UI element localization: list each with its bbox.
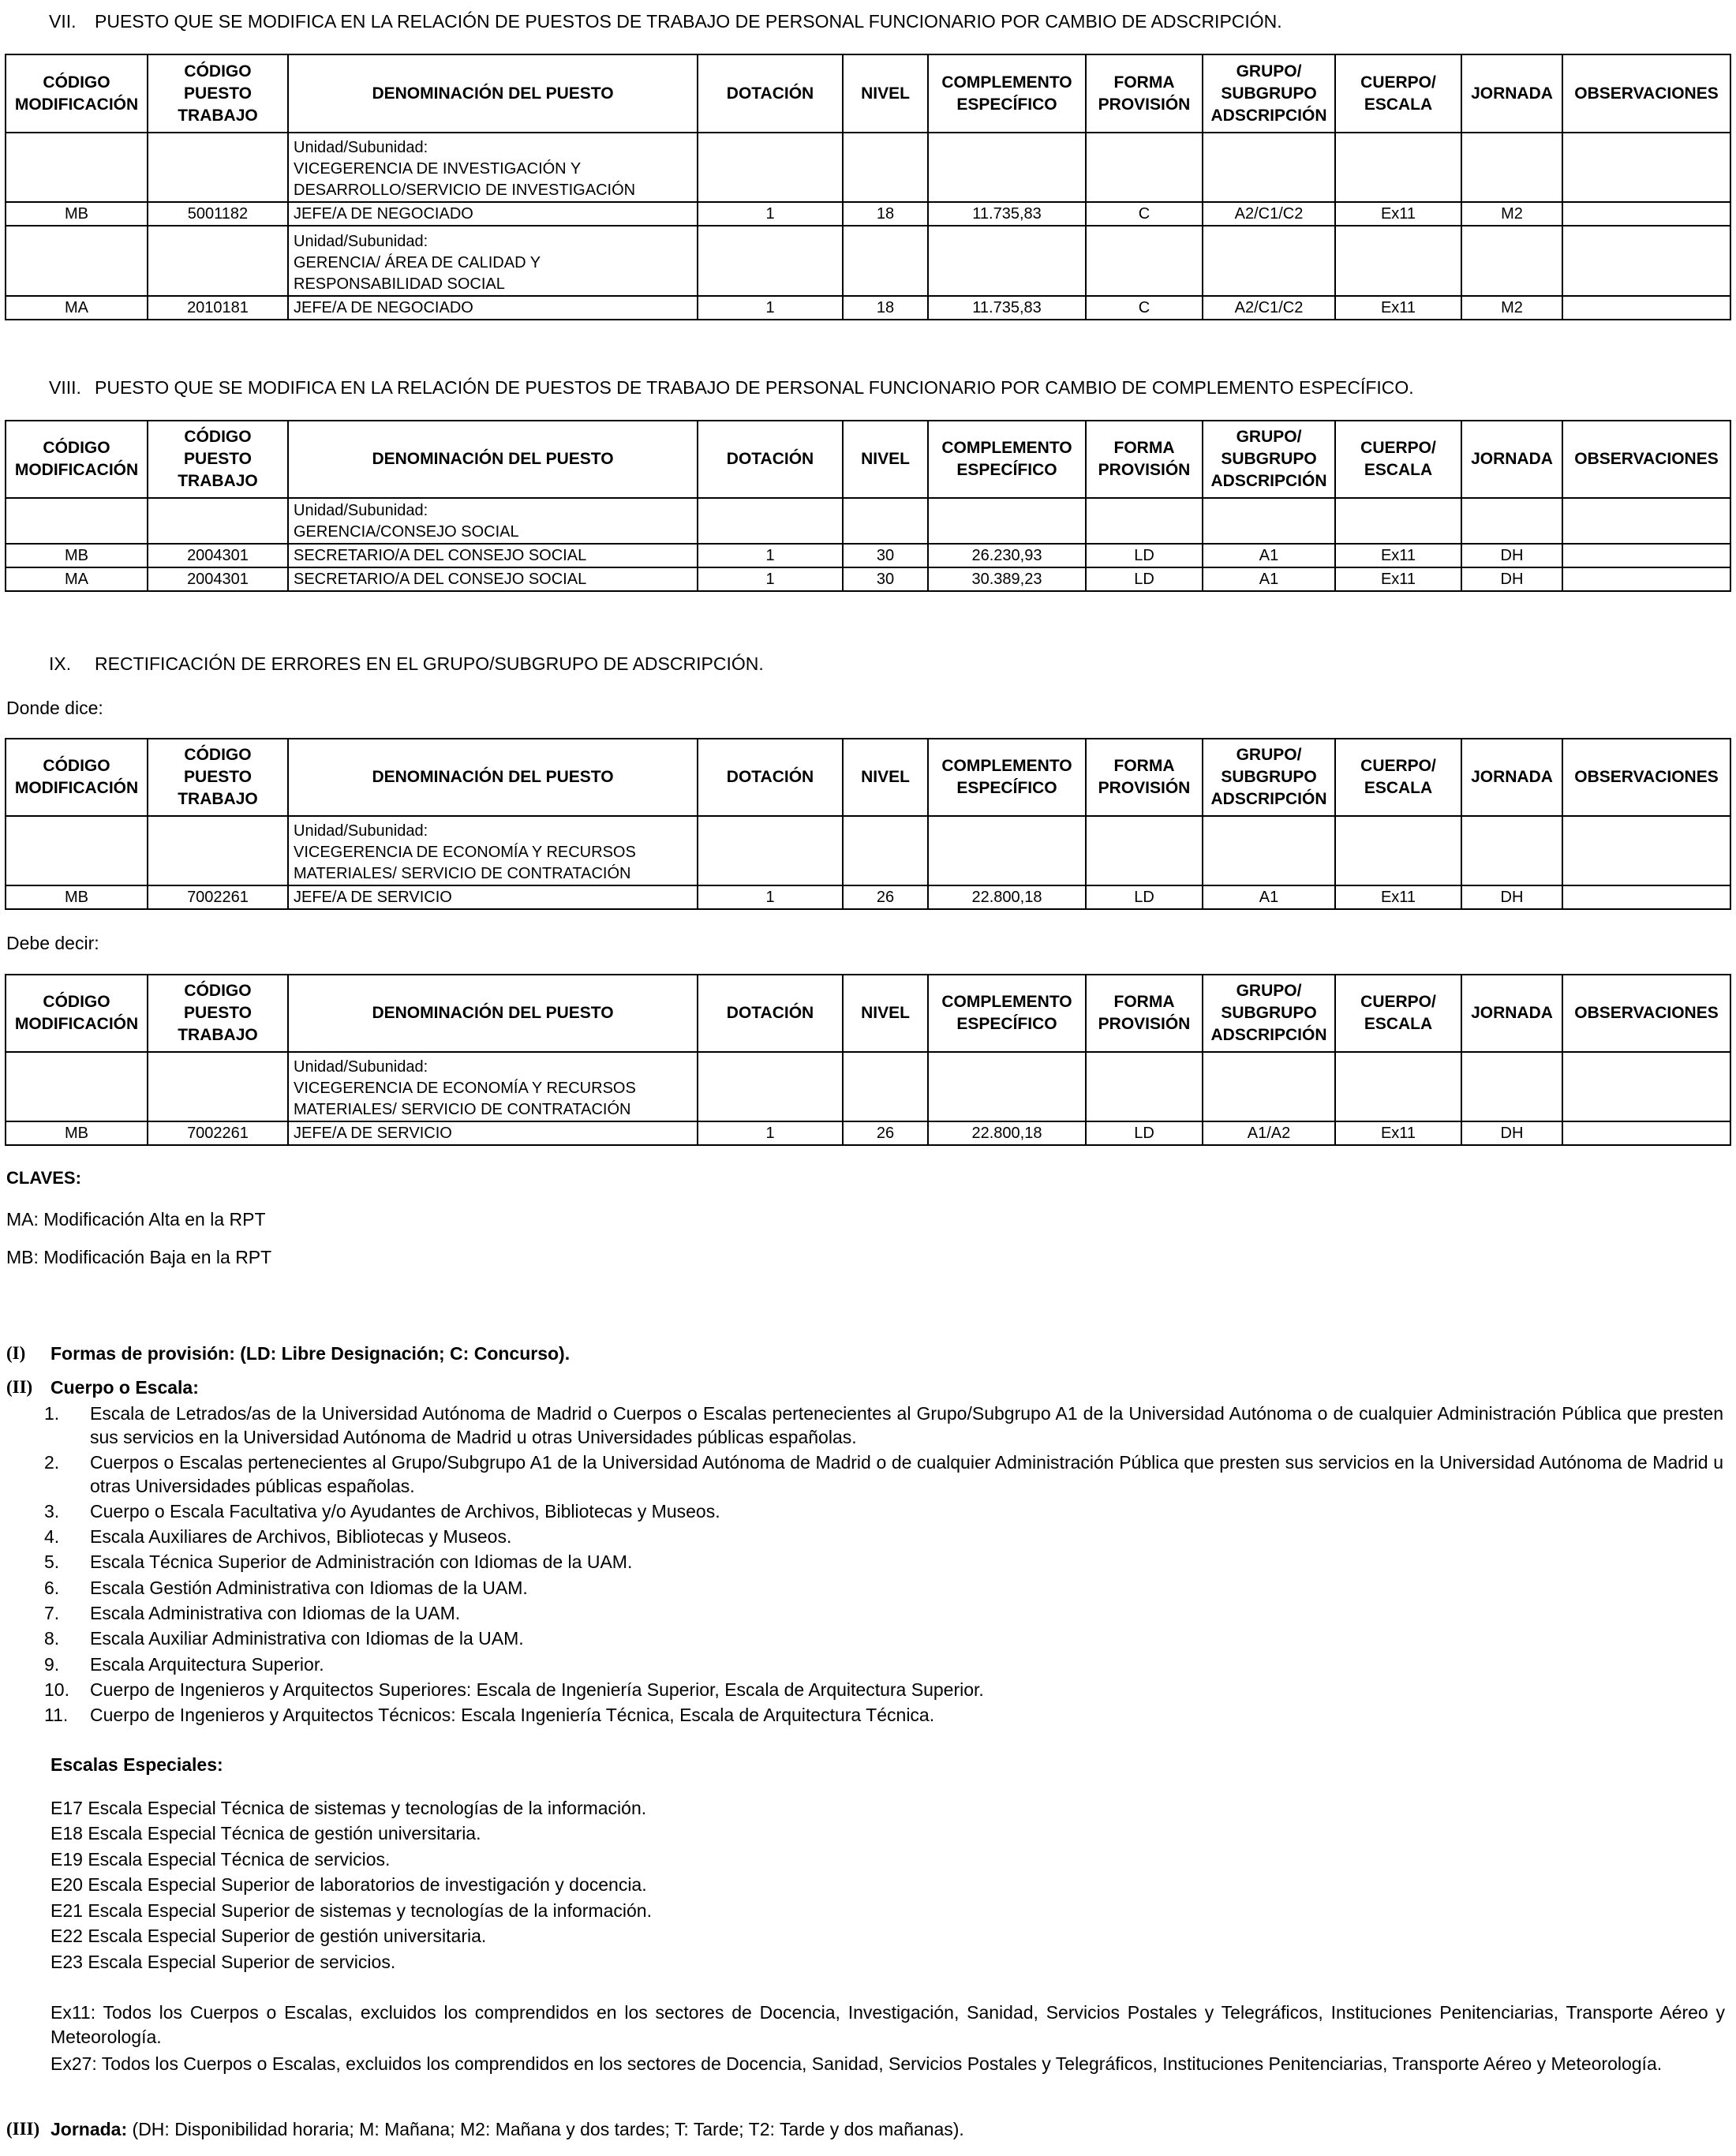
cell-complemento: 26.230,93: [928, 544, 1086, 567]
cell-complemento: 11.735,83: [928, 296, 1086, 320]
unit-row: [6, 226, 1730, 296]
donde-dice-label: Donde dice:: [6, 698, 103, 718]
cell-nivel: 18: [843, 296, 928, 320]
cell-jornada: DH: [1461, 1121, 1562, 1145]
th-nivel: NIVEL: [843, 975, 928, 1052]
cell-nivel: 30: [843, 567, 928, 591]
th-grupo: GRUPO/ SUBGRUPO ADSCRIPCIÓN: [1203, 421, 1335, 498]
list-item: 10. Cuerpo de Ingenieros y Arquitectos Superiores: Escala de Ingeniería Superior, Escala de Arquitectura Superior.: [44, 1679, 984, 1700]
clave-ma: MA: Modificación Alta en la RPT: [6, 1209, 266, 1230]
section-vii-title: VII. PUESTO QUE SE MODIFICA EN LA RELACIÓN DE PUESTOS DE TRABAJO DE PERSONAL FUNCIONARIO POR CAMBIO DE ADSCRIPCIÓN.: [49, 11, 1282, 32]
th-dotacion: DOTACIÓN: [698, 54, 843, 133]
th-dotacion: DOTACIÓN: [698, 975, 843, 1052]
table-header-row: [6, 975, 1730, 1052]
note-ii-roman: (II): [6, 1377, 33, 1397]
th-codigo-modificacion: CÓDIGO MODIFICACIÓN: [6, 421, 148, 498]
list-item: 11. Cuerpo de Ingenieros y Arquitectos Técnicos: Escala Ingeniería Técnica, Escala de Arquitectura Técnica.: [44, 1705, 935, 1725]
note-i-text: Formas de provisión: (LD: Libre Designación; C: Concurso).: [51, 1343, 571, 1364]
th-denominacion: DENOMINACIÓN DEL PUESTO: [288, 421, 698, 498]
note-iii-roman: (III): [6, 2119, 40, 2139]
list-item: E17 Escala Especial Técnica de sistemas y tecnologías de la información.: [51, 1798, 647, 1818]
unit-cell: Unidad/Subunidad: GERENCIA/ ÁREA DE CALIDAD Y RESPONSABILIDAD SOCIAL: [288, 226, 698, 296]
cell-cuerpo: Ex11: [1335, 1121, 1461, 1145]
th-jornada: JORNADA: [1461, 975, 1562, 1052]
cell-forma: C: [1086, 202, 1203, 226]
cell-jornada: M2: [1461, 296, 1562, 320]
th-dotacion: DOTACIÓN: [698, 739, 843, 816]
th-codigo-puesto: CÓDIGO PUESTO TRABAJO: [148, 421, 288, 498]
list-item: 2. Cuerpos o Escalas pertenecientes al Grupo/Subgrupo A1 de la Universidad Autónoma de Madrid o de cualquier Administración Pública que presten sus servicios en la Universidad Autónoma de Madrid u otras Universidades públicas españolas.: [44, 1452, 1723, 1496]
th-nivel: NIVEL: [843, 54, 928, 133]
table-row: [6, 885, 1730, 909]
th-observaciones: OBSERVACIONES: [1562, 54, 1730, 133]
unit-row: [6, 133, 1730, 202]
cell-denominacion: SECRETARIO/A DEL CONSEJO SOCIAL: [288, 567, 698, 591]
note-iii-line: [51, 2119, 964, 2140]
ex27-note: Ex27: Todos los Cuerpos o Escalas, excluidos los comprendidos en los sectores de Docencia, Sanidad, Servicios Postales y Telegráficos, Instituciones Penitenciarias, Transporte Aéreo y Meteorología.: [51, 2053, 1663, 2074]
cell-mod: MB: [6, 544, 148, 567]
th-forma: FORMA PROVISIÓN: [1086, 54, 1203, 133]
cell-codigo: 7002261: [148, 885, 288, 909]
cell-grupo: A1/A2: [1203, 1121, 1335, 1145]
list-item: E22 Escala Especial Superior de gestión universitaria.: [51, 1926, 487, 1946]
cell-mod: MB: [6, 885, 148, 909]
cell-observaciones: [1562, 544, 1730, 567]
th-nivel: NIVEL: [843, 421, 928, 498]
cell-cuerpo: Ex11: [1335, 202, 1461, 226]
note-ii-title: Cuerpo o Escala:: [51, 1377, 199, 1398]
th-complemento: COMPLEMENTO ESPECÍFICO: [928, 54, 1086, 133]
th-denominacion: DENOMINACIÓN DEL PUESTO: [288, 739, 698, 816]
cell-cuerpo: Ex11: [1335, 885, 1461, 909]
th-codigo-puesto: CÓDIGO PUESTO TRABAJO: [148, 54, 288, 133]
th-grupo: GRUPO/ SUBGRUPO ADSCRIPCIÓN: [1203, 739, 1335, 816]
cell-dotacion: 1: [698, 567, 843, 591]
cell-cuerpo: Ex11: [1335, 567, 1461, 591]
cell-observaciones: [1562, 567, 1730, 591]
cell-grupo: A1: [1203, 567, 1335, 591]
th-codigo-modificacion: CÓDIGO MODIFICACIÓN: [6, 739, 148, 816]
cell-denominacion: JEFE/A DE NEGOCIADO: [288, 296, 698, 320]
th-codigo-modificacion: CÓDIGO MODIFICACIÓN: [6, 54, 148, 133]
cell-forma: LD: [1086, 544, 1203, 567]
cell-jornada: DH: [1461, 567, 1562, 591]
list-item: E19 Escala Especial Técnica de servicios.: [51, 1849, 391, 1870]
table-row: [6, 1121, 1730, 1145]
list-item: E21 Escala Especial Superior de sistemas y tecnologías de la información.: [51, 1900, 652, 1921]
unit-cell: Unidad/Subunidad: VICEGERENCIA DE ECONOMÍA Y RECURSOS MATERIALES/ SERVICIO DE CONTRATACIÓN: [288, 816, 698, 885]
cell-codigo: 5001182: [148, 202, 288, 226]
cell-jornada: DH: [1461, 885, 1562, 909]
section-ix-title: IX. RECTIFICACIÓN DE ERRORES EN EL GRUPO/SUBGRUPO DE ADSCRIPCIÓN.: [49, 653, 764, 674]
table-header-row: [6, 739, 1730, 816]
cell-codigo: 7002261: [148, 1121, 288, 1145]
debe-decir-label: Debe decir:: [6, 933, 99, 953]
th-jornada: JORNADA: [1461, 739, 1562, 816]
clave-mb: MB: Modificación Baja en la RPT: [6, 1247, 272, 1267]
unit-row: [6, 816, 1730, 885]
th-complemento: COMPLEMENTO ESPECÍFICO: [928, 975, 1086, 1052]
table-row: [6, 202, 1730, 226]
list-item: E18 Escala Especial Técnica de gestión universitaria.: [51, 1823, 481, 1843]
th-cuerpo: CUERPO/ ESCALA: [1335, 54, 1461, 133]
list-item: 5. Escala Técnica Superior de Administración con Idiomas de la UAM.: [44, 1551, 633, 1572]
cell-mod: MB: [6, 202, 148, 226]
list-item: 1. Escala de Letrados/as de la Universidad Autónoma de Madrid o Cuerpos o Escalas pertenecientes al Grupo/Subgrupo A1 de la Universidad Autónoma o de cualquier Administración Pública que presten sus servicios en la Universidad Autónoma de Madrid u otras Universidades públicas españolas.: [44, 1403, 1723, 1447]
th-nivel: NIVEL: [843, 739, 928, 816]
th-complemento: COMPLEMENTO ESPECÍFICO: [928, 421, 1086, 498]
table-header-row: [6, 54, 1730, 133]
cell-complemento: 11.735,83: [928, 202, 1086, 226]
cell-codigo: 2010181: [148, 296, 288, 320]
table-row: [6, 296, 1730, 320]
cell-mod: MA: [6, 296, 148, 320]
th-forma: FORMA PROVISIÓN: [1086, 421, 1203, 498]
table-viii: [5, 420, 1731, 592]
note-iii-label: Jornada:: [51, 2119, 128, 2139]
cell-denominacion: JEFE/A DE SERVICIO: [288, 885, 698, 909]
th-observaciones: OBSERVACIONES: [1562, 975, 1730, 1052]
cell-complemento: 22.800,18: [928, 885, 1086, 909]
cell-jornada: M2: [1461, 202, 1562, 226]
th-complemento: COMPLEMENTO ESPECÍFICO: [928, 739, 1086, 816]
cell-observaciones: [1562, 885, 1730, 909]
cell-denominacion: JEFE/A DE SERVICIO: [288, 1121, 698, 1145]
th-forma: FORMA PROVISIÓN: [1086, 975, 1203, 1052]
list-item: 6. Escala Gestión Administrativa con Idiomas de la UAM.: [44, 1578, 528, 1598]
cell-grupo: A1: [1203, 885, 1335, 909]
cell-dotacion: 1: [698, 202, 843, 226]
cell-forma: LD: [1086, 567, 1203, 591]
cell-observaciones: [1562, 1121, 1730, 1145]
th-grupo: GRUPO/ SUBGRUPO ADSCRIPCIÓN: [1203, 975, 1335, 1052]
th-denominacion: DENOMINACIÓN DEL PUESTO: [288, 975, 698, 1052]
th-jornada: JORNADA: [1461, 421, 1562, 498]
table-header-row: [6, 421, 1730, 498]
cell-dotacion: 1: [698, 296, 843, 320]
cell-jornada: DH: [1461, 544, 1562, 567]
cell-nivel: 26: [843, 885, 928, 909]
cell-denominacion: SECRETARIO/A DEL CONSEJO SOCIAL: [288, 544, 698, 567]
cell-forma: C: [1086, 296, 1203, 320]
unit-cell: Unidad/Subunidad: GERENCIA/CONSEJO SOCIAL: [288, 498, 698, 544]
cell-observaciones: [1562, 296, 1730, 320]
cell-grupo: A1: [1203, 544, 1335, 567]
list-item: E20 Escala Especial Superior de laboratorios de investigación y docencia.: [51, 1874, 647, 1895]
cell-observaciones: [1562, 202, 1730, 226]
th-cuerpo: CUERPO/ ESCALA: [1335, 975, 1461, 1052]
table-row: [6, 567, 1730, 591]
cell-nivel: 26: [843, 1121, 928, 1145]
claves-title: CLAVES:: [6, 1168, 81, 1188]
th-codigo-modificacion: CÓDIGO MODIFICACIÓN: [6, 975, 148, 1052]
th-grupo: GRUPO/ SUBGRUPO ADSCRIPCIÓN: [1203, 54, 1335, 133]
note-i-roman: (I): [6, 1343, 26, 1363]
cell-dotacion: 1: [698, 544, 843, 567]
table-vii: [5, 54, 1731, 320]
ex11-note: Ex11: Todos los Cuerpos o Escalas, excluidos los comprendidos en los sectores de Docencia, Investigación, Sanidad, Servicios Postales y Telegráficos, Instituciones Penitenciarias, Transporte Aéreo y Meteorología.: [51, 2002, 1725, 2047]
th-denominacion: DENOMINACIÓN DEL PUESTO: [288, 54, 698, 133]
cell-mod: MA: [6, 567, 148, 591]
cell-cuerpo: Ex11: [1335, 296, 1461, 320]
th-cuerpo: CUERPO/ ESCALA: [1335, 739, 1461, 816]
cell-grupo: A2/C1/C2: [1203, 202, 1335, 226]
table-ix-debe-decir: [5, 974, 1731, 1146]
cell-forma: LD: [1086, 1121, 1203, 1145]
cell-codigo: 2004301: [148, 544, 288, 567]
note-iii-text: (DH: Disponibilidad horaria; M: Mañana; M2: Mañana y dos tardes; T: Tarde; T2: Tarde y dos mañanas).: [132, 2119, 964, 2139]
th-observaciones: OBSERVACIONES: [1562, 739, 1730, 816]
unit-row: [6, 498, 1730, 544]
table-ix-donde-dice: [5, 738, 1731, 910]
list-item: E23 Escala Especial Superior de servicios.: [51, 1952, 396, 1972]
cell-dotacion: 1: [698, 1121, 843, 1145]
cell-nivel: 30: [843, 544, 928, 567]
cell-codigo: 2004301: [148, 567, 288, 591]
list-item: 7. Escala Administrativa con Idiomas de la UAM.: [44, 1603, 461, 1623]
table-row: [6, 544, 1730, 567]
th-codigo-puesto: CÓDIGO PUESTO TRABAJO: [148, 739, 288, 816]
th-observaciones: OBSERVACIONES: [1562, 421, 1730, 498]
unit-cell: Unidad/Subunidad: VICEGERENCIA DE INVESTIGACIÓN Y DESARROLLO/SERVICIO DE INVESTIGACIÓN: [288, 133, 698, 202]
cell-denominacion: JEFE/A DE NEGOCIADO: [288, 202, 698, 226]
cell-forma: LD: [1086, 885, 1203, 909]
th-cuerpo: CUERPO/ ESCALA: [1335, 421, 1461, 498]
th-codigo-puesto: CÓDIGO PUESTO TRABAJO: [148, 975, 288, 1052]
th-forma: FORMA PROVISIÓN: [1086, 739, 1203, 816]
list-item: 3. Cuerpo o Escala Facultativa y/o Ayudantes de Archivos, Bibliotecas y Museos.: [44, 1501, 720, 1522]
cell-nivel: 18: [843, 202, 928, 226]
list-item: 4. Escala Auxiliares de Archivos, Bibliotecas y Museos.: [44, 1526, 512, 1547]
list-item: 9. Escala Arquitectura Superior.: [44, 1654, 324, 1675]
unit-row: [6, 1052, 1730, 1121]
cell-cuerpo: Ex11: [1335, 544, 1461, 567]
th-dotacion: DOTACIÓN: [698, 421, 843, 498]
cell-complemento: 30.389,23: [928, 567, 1086, 591]
cell-grupo: A2/C1/C2: [1203, 296, 1335, 320]
cell-mod: MB: [6, 1121, 148, 1145]
cell-complemento: 22.800,18: [928, 1121, 1086, 1145]
list-item: 8. Escala Auxiliar Administrativa con Idiomas de la UAM.: [44, 1628, 524, 1649]
unit-cell: Unidad/Subunidad: VICEGERENCIA DE ECONOMÍA Y RECURSOS MATERIALES/ SERVICIO DE CONTRATACIÓN: [288, 1052, 698, 1121]
escalas-especiales-title: Escalas Especiales:: [51, 1754, 223, 1775]
section-viii-title: VIII. PUESTO QUE SE MODIFICA EN LA RELACIÓN DE PUESTOS DE TRABAJO DE PERSONAL FUNCIONARIO POR CAMBIO DE COMPLEMENTO ESPECÍFICO.: [49, 377, 1414, 398]
th-jornada: JORNADA: [1461, 54, 1562, 133]
cell-dotacion: 1: [698, 885, 843, 909]
